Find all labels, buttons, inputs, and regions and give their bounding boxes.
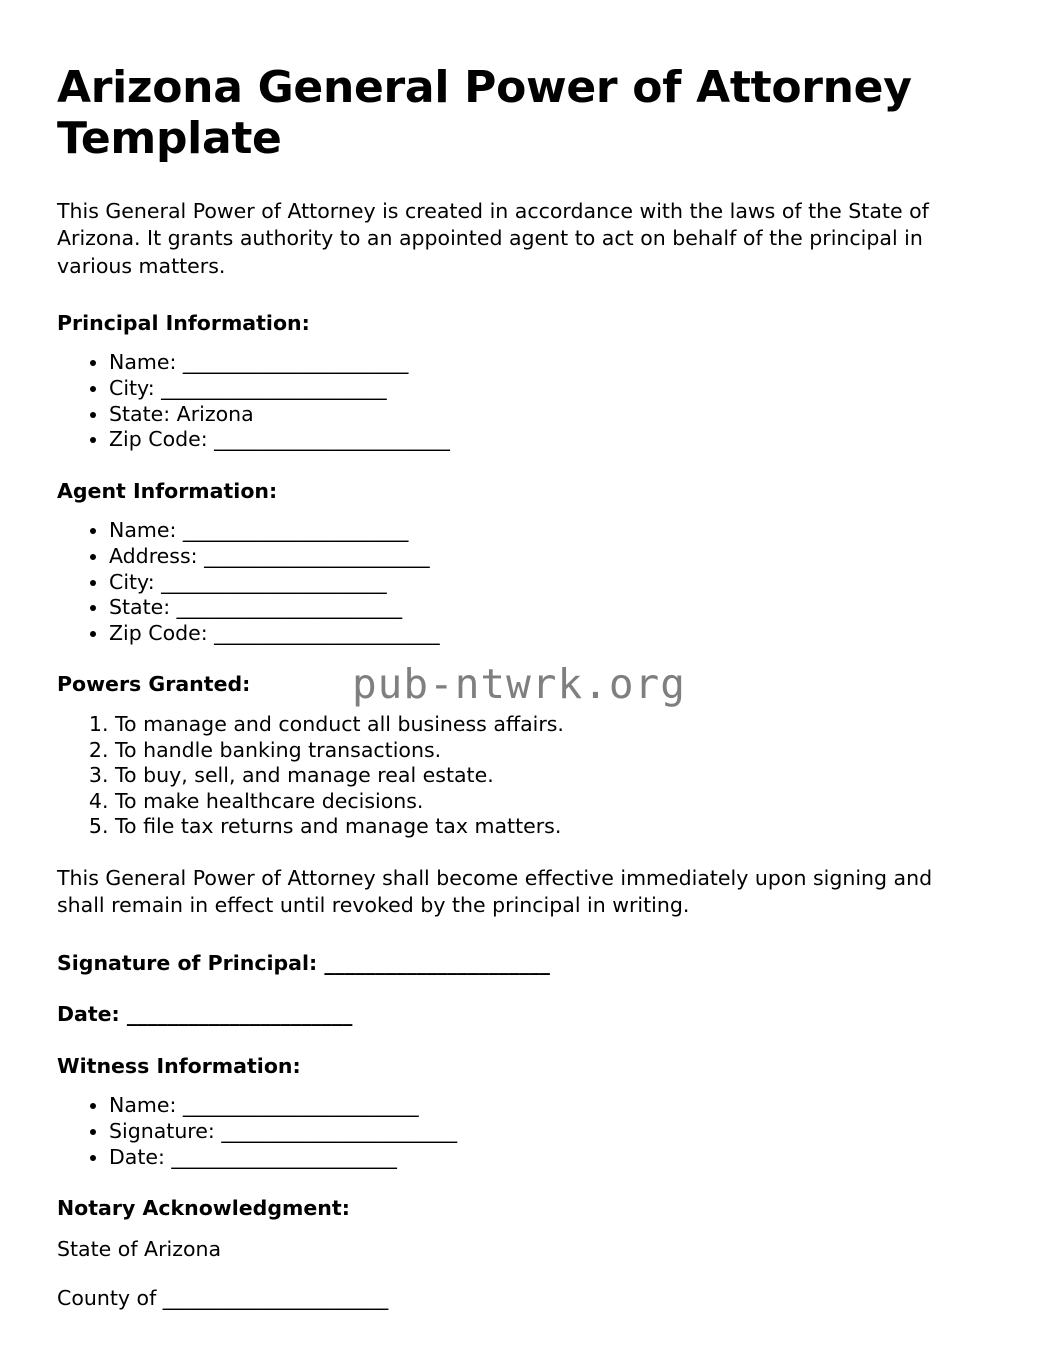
signature-of-principal-line: Signature of Principal: ______________________ [57,950,550,975]
list-item: • City: ______________________ [109,376,998,401]
agent-information-list [57,518,998,645]
principal-information-heading: Principal Information: [57,310,310,335]
witness-information-list [57,1093,998,1169]
list-item: • Name: _______________________ [109,1093,998,1118]
list-item: • Zip Code: _______________________ [109,427,998,452]
list-item: 3. To buy, sell, and manage real estate. [115,763,998,788]
principal-date-line: Date: ______________________ [57,1002,353,1027]
list-item: • City: ______________________ [109,570,998,595]
agent-information-heading: Agent Information: [57,478,278,503]
list-item: • State: ______________________ [109,595,998,620]
list-item: 5. To file tax returns and manage tax matters. [115,814,998,839]
list-item: 1. To manage and conduct all business affairs. [115,712,998,737]
notary-state-line: State of Arizona [57,1236,222,1261]
list-item: • Signature: _______________________ [109,1119,998,1144]
list-item: • Name: ______________________ [109,350,998,375]
list-item: 2. To handle banking transactions. [115,738,998,763]
list-item: • State: Arizona [109,402,998,427]
list-item: • Address: ______________________ [109,544,998,569]
list-item: • Date: ______________________ [109,1145,998,1170]
list-item: 4. To make healthcare decisions. [115,789,998,814]
page-title: Arizona General Power of Attorney Template [57,62,912,165]
notary-acknowledgment-heading: Notary Acknowledgment: [57,1196,350,1221]
notary-county-line: County of ______________________ [57,1285,389,1310]
effective-paragraph: This General Power of Attorney shall become effective immediately upon signing and shall remain in effect until revoked by the principal in writing. [57,866,933,918]
powers-granted-list [57,712,998,839]
watermark-text: pub-ntwrk.org [352,660,686,708]
list-item: • Name: ______________________ [109,518,998,543]
witness-information-heading: Witness Information: [57,1053,301,1078]
notary-acknowledgment-block [57,1195,998,1311]
list-item: • Zip Code: ______________________ [109,621,998,646]
powers-granted-heading: Powers Granted: [57,672,251,697]
intro-paragraph: This General Power of Attorney is created in accordance with the laws of the State of Arizona. It grants authority to an appointed agent to act on behalf of the principal in various matters. [57,199,929,278]
principal-information-list [57,350,998,451]
